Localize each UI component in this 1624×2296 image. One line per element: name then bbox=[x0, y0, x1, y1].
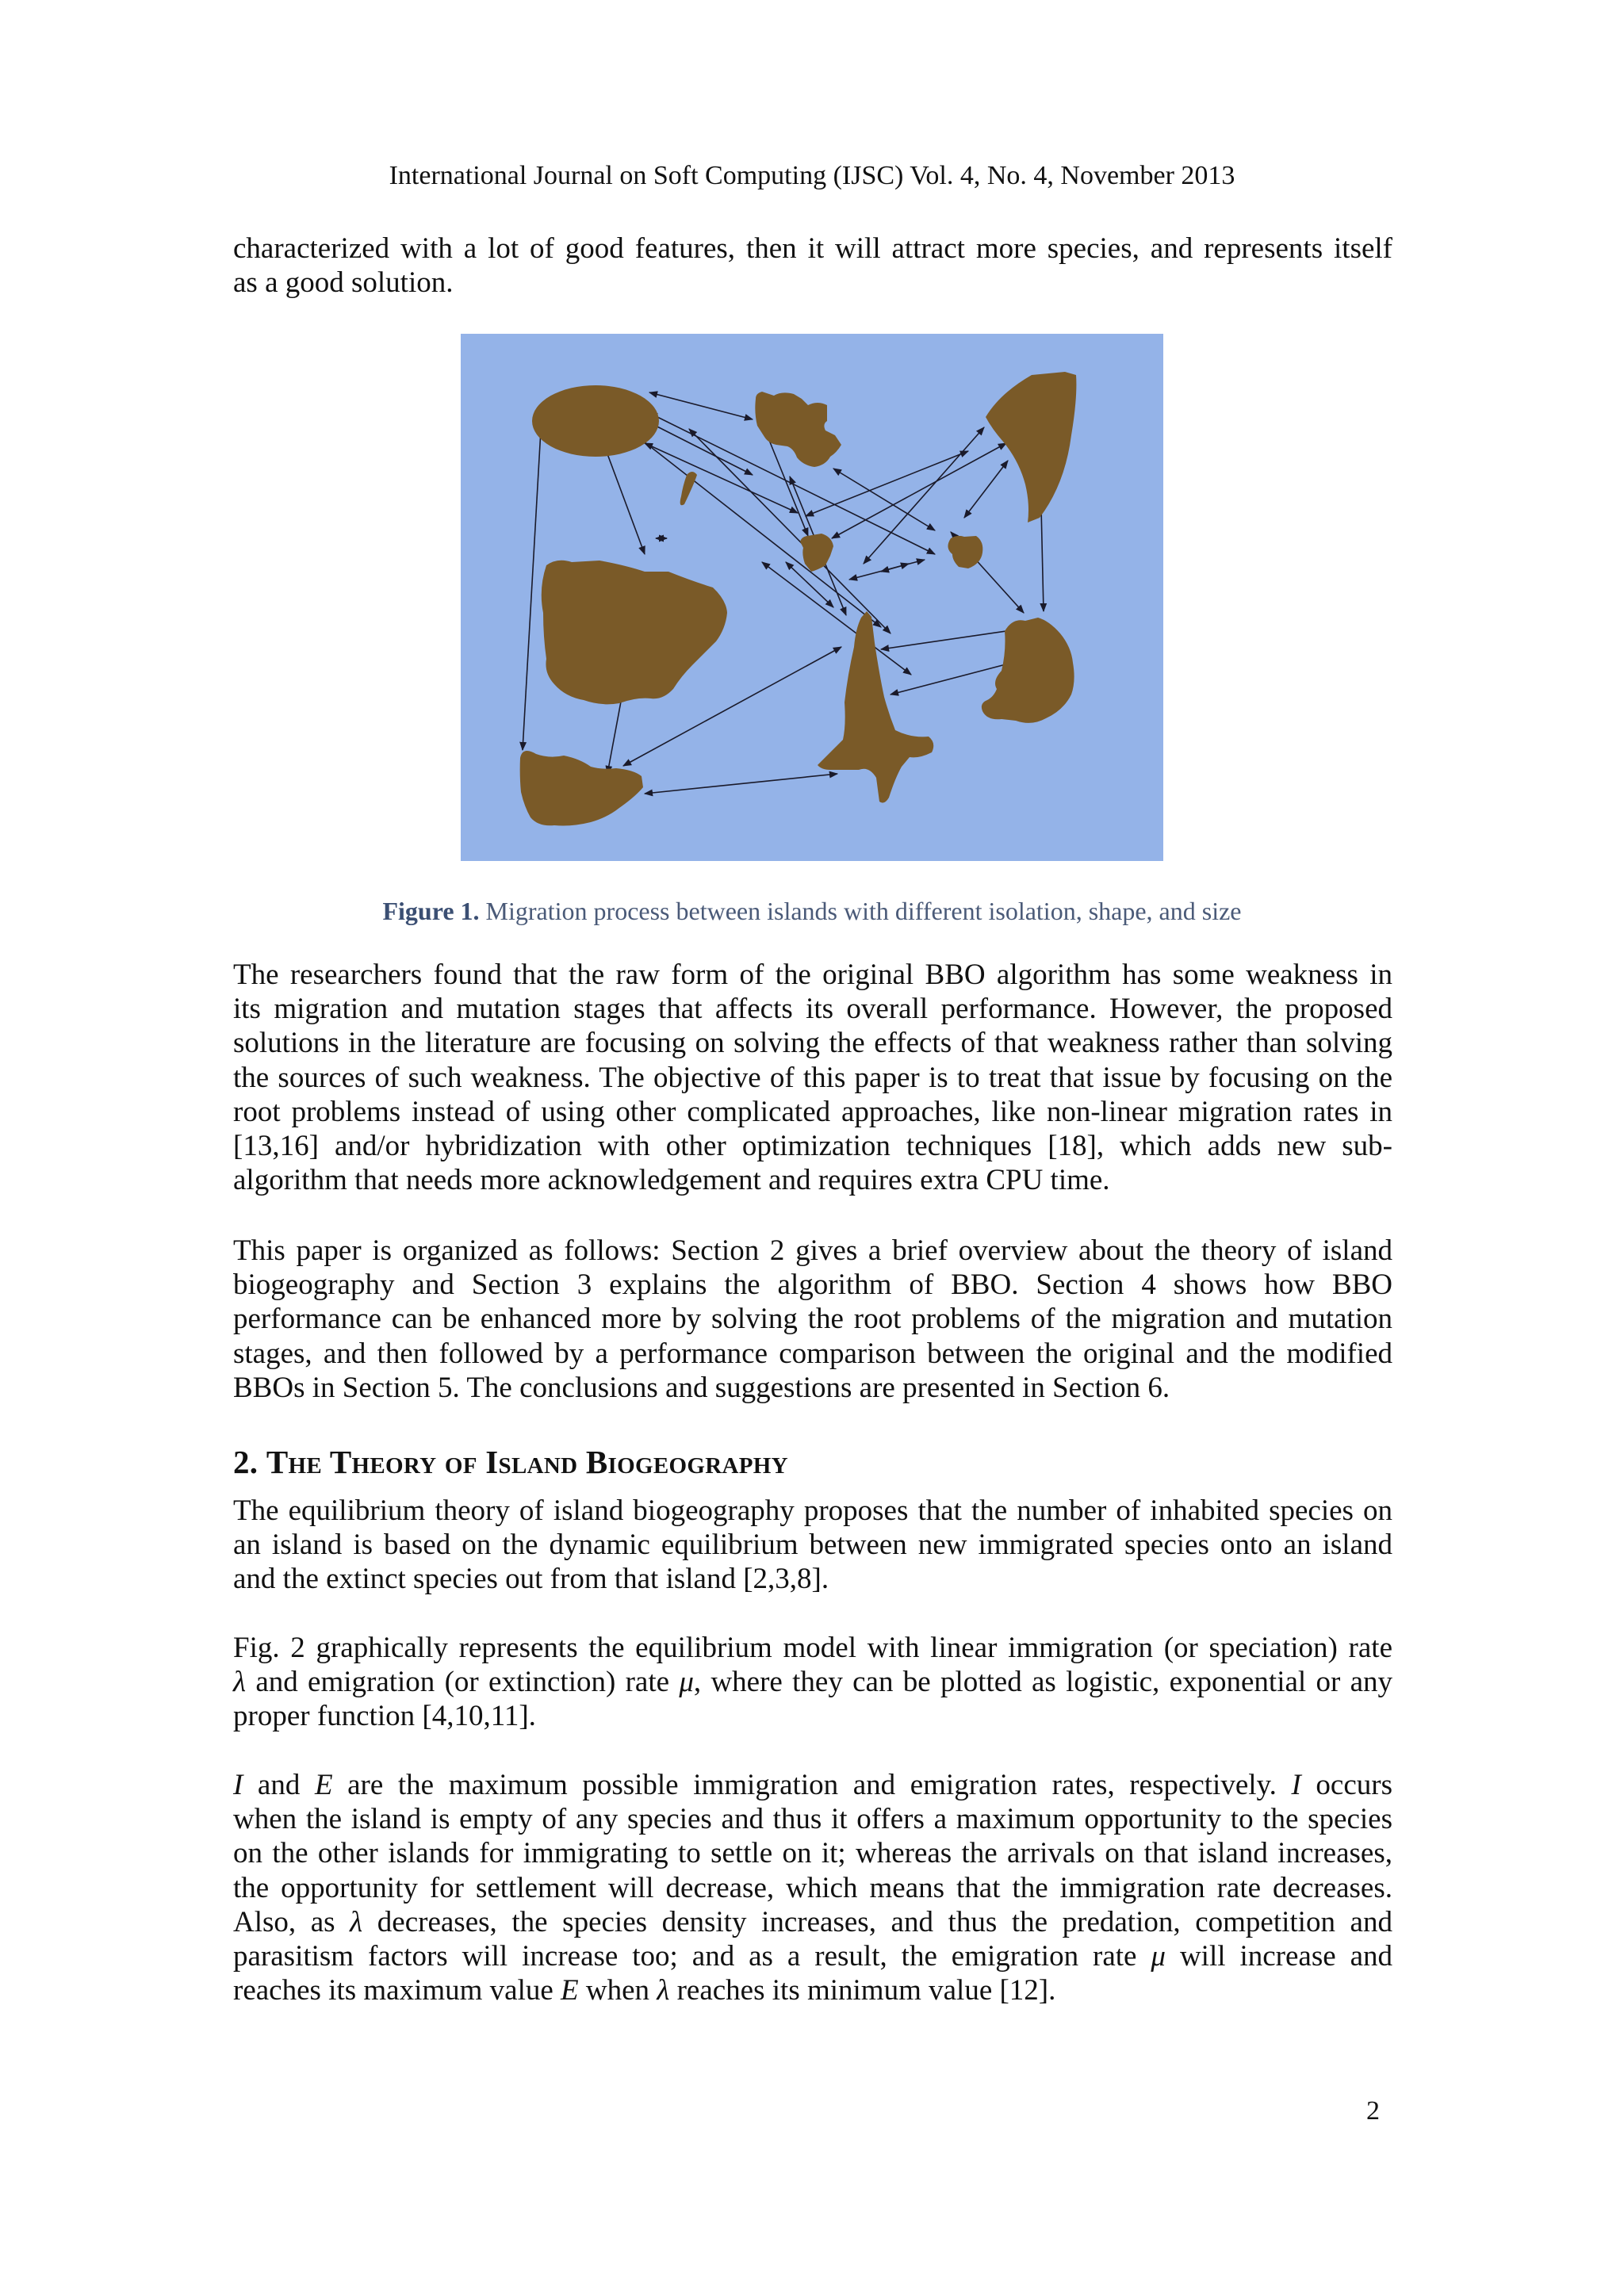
journal-header: International Journal on Soft Computing (IJSC) Vol. 4, No. 4, November 2013 bbox=[389, 161, 1235, 190]
paragraph-line: The equilibrium theory of island biogeography proposes that the number of inhabited species on bbox=[233, 1494, 1392, 1527]
paragraph-line: Fig. 2 graphically represents the equilibrium model with linear immigration (or speciation) rate bbox=[233, 1632, 1392, 1664]
text-fragment: and bbox=[243, 1769, 315, 1801]
paragraph-equilibrium-theory bbox=[233, 1494, 1392, 1597]
paragraph-line: [13,16] and/or hybridization with other optimization techniques [18], which adds new sub- bbox=[233, 1130, 1392, 1163]
text-fragment: reaches its minimum value [12]. bbox=[669, 1974, 1056, 2007]
text-fragment: and emigration (or extinction) rate bbox=[246, 1666, 680, 1699]
paragraph-line bbox=[233, 1939, 1392, 1973]
paragraph-rates-explanation bbox=[233, 1768, 1392, 2007]
text-fragment: parasitism factors will increase too; and as a result, the emigration rate bbox=[233, 1940, 1151, 1973]
emigration-max-symbol: E bbox=[561, 1974, 579, 2007]
paragraph-line: algorithm that needs more acknowledgement and requires extra CPU time. bbox=[233, 1164, 1110, 1197]
mu-symbol: μ bbox=[1151, 1940, 1166, 1973]
paragraph-line: and the extinct species out from that island [2,3,8]. bbox=[233, 1563, 829, 1596]
paragraph-line: performance can be enhanced more by solving the root problems of the migration and mutation bbox=[233, 1303, 1392, 1336]
paragraph-line: The researchers found that the raw form of the original BBO algorithm has some weakness in bbox=[233, 959, 1392, 991]
paragraph-line: on the other islands for immigrating to settle on it; whereas the arrivals on that island increases, bbox=[233, 1837, 1392, 1870]
paragraph-line: solutions in the literature are focusing on solving the effects of that weakness rather than solving bbox=[233, 1027, 1392, 1060]
paragraph-line bbox=[233, 1973, 1392, 2007]
paragraph-fig2-description bbox=[233, 1631, 1392, 1734]
paragraph-organization bbox=[233, 1234, 1392, 1405]
paragraph-line: its migration and mutation stages that affects its overall performance. However, the proposed bbox=[233, 993, 1392, 1026]
immigration-max-symbol: I bbox=[233, 1769, 243, 1801]
figure-islands-migration bbox=[461, 334, 1163, 861]
text-fragment: occurs bbox=[1300, 1769, 1392, 1801]
section-title: The Theory of Island Biogeography bbox=[266, 1444, 788, 1480]
paragraph-line: BBOs in Section 5. The conclusions and suggestions are presented in Section 6. bbox=[233, 1371, 1170, 1404]
figure-caption-label: Figure 1. bbox=[382, 897, 480, 925]
mu-symbol: μ bbox=[679, 1666, 694, 1699]
text-fragment: will increase and bbox=[1166, 1940, 1392, 1973]
text-fragment: decreases, the species density increases, and thus the predation, competition and bbox=[362, 1905, 1392, 1938]
lambda-symbol: λ bbox=[350, 1905, 363, 1938]
paragraph-line: stages, and then followed by a performance comparison between the original and the modified bbox=[233, 1337, 1392, 1370]
section-heading bbox=[233, 1442, 788, 1482]
paragraph-intro bbox=[233, 232, 1392, 300]
paragraph-line: proper function [4,10,11]. bbox=[233, 1700, 536, 1733]
text-fragment: , where they can be plotted as logistic, exponential or any bbox=[693, 1666, 1392, 1699]
paragraph-line bbox=[233, 1905, 1392, 1939]
paragraph-line: when the island is empty of any species and thus it offers a maximum opportunity to the species bbox=[233, 1803, 1392, 1836]
paragraph-line bbox=[233, 1665, 1392, 1699]
paragraph-line: as a good solution. bbox=[233, 266, 454, 300]
figure-caption-text: Migration process between islands with different isolation, shape, and size bbox=[485, 897, 1242, 925]
island-oval bbox=[532, 385, 659, 457]
paragraph-line: This paper is organized as follows: Section 2 gives a brief overview about the theory of island bbox=[233, 1234, 1392, 1267]
paragraph-line: root problems instead of using other complicated approaches, like non-linear migration rates in bbox=[233, 1095, 1392, 1128]
text-fragment: are the maximum possible immigration and emigration rates, respectively. bbox=[332, 1769, 1292, 1801]
figure-caption bbox=[0, 894, 1624, 928]
page-number: 2 bbox=[1366, 2096, 1380, 2126]
paragraph-line: an island is based on the dynamic equilibrium between new immigrated species onto an island bbox=[233, 1529, 1392, 1562]
text-fragment: Also, as bbox=[233, 1905, 350, 1938]
emigration-max-symbol: E bbox=[314, 1769, 333, 1801]
paragraph-line bbox=[233, 1768, 1392, 1802]
paragraph-weakness bbox=[233, 958, 1392, 1197]
immigration-max-symbol: I bbox=[1291, 1769, 1301, 1801]
paragraph-line: the sources of such weakness. The objective of this paper is to treat that issue by focusing on the bbox=[233, 1061, 1392, 1094]
text-fragment: when bbox=[578, 1974, 657, 2007]
lambda-symbol: λ bbox=[233, 1666, 247, 1699]
section-number: 2. bbox=[233, 1444, 266, 1480]
text-fragment: reaches its maximum value bbox=[233, 1974, 561, 2007]
paragraph-line: characterized with a lot of good features, then it will attract more species, and represents itself bbox=[233, 232, 1392, 265]
paragraph-line: the opportunity for settlement will decrease, which means that the immigration rate decreases. bbox=[233, 1871, 1392, 1904]
paragraph-line: biogeography and Section 3 explains the algorithm of BBO. Section 4 shows how BBO bbox=[233, 1269, 1392, 1302]
lambda-symbol: λ bbox=[657, 1974, 670, 2007]
